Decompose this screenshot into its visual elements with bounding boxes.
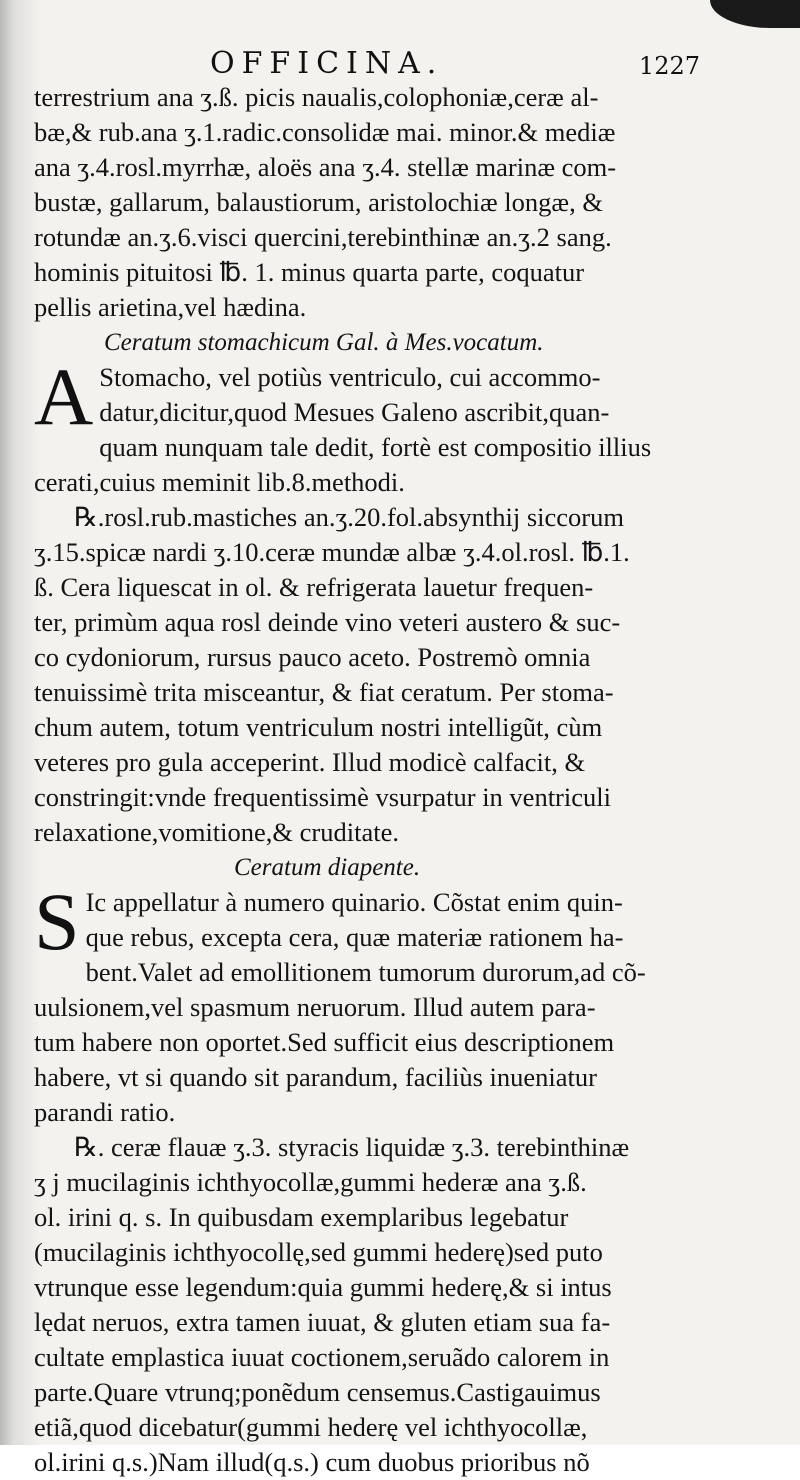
section-heading-ceratum-diapente: Ceratum diapente. — [234, 854, 421, 881]
text-line: bent.Valet ad emollitionem tumorum durorum,ad cõ- — [85, 957, 646, 987]
recipe-diapente — [34, 1130, 684, 1480]
text-line: bæ,& rub.ana ʒ.1.radic.consolidæ mai. minor.& mediæ — [34, 117, 616, 147]
text-line: terrestrium ana ʒ.ß. picis naualis,colophoniæ,ceræ al- — [34, 82, 599, 112]
text-line: veteres pro gula acceperint. Illud modicè calfacit, & — [34, 747, 586, 777]
text-line: que rebus, excepta cera, quæ materiæ rationem ha- — [85, 922, 624, 952]
text-line: (mucilaginis ichthyocollę,sed gummi hederę)sed puto — [34, 1237, 603, 1267]
text-line: ter, primùm aqua rosl deinde vino veteri austero & suc- — [34, 607, 621, 637]
text-line: lędat neruos, extra tamen iuuat, & gluten etiam sua fa- — [34, 1307, 611, 1337]
text-line: bustæ, gallarum, balaustiorum, aristolochiæ longæ, & — [34, 187, 603, 217]
text-line: rotundæ an.ʒ.6.visci quercini,terebinthinæ an.ʒ.2 sang. — [34, 222, 612, 252]
text-line: datur,dicitur,quod Mesues Galeno ascribit,quan- — [99, 397, 610, 427]
text-line: etiã,quod dicebatur(gummi hederę vel ichthyocollæ, — [34, 1412, 588, 1442]
text-line: parte.Quare vtrunq;ponẽdum censemus.Castigauimus — [34, 1377, 601, 1407]
text-line: Ic appellatur à numero quinario. Cõstat enim quin- — [85, 887, 623, 917]
text-line: vtrunque esse legendum:quia gummi hederę,& si intus — [34, 1272, 612, 1302]
text-line: cultate emplastica iuuat coctionem,seruãdo calorem in — [34, 1342, 610, 1372]
text-line: relaxatione,vomitione,& cruditate. — [34, 817, 399, 847]
text-line: Stomacho, vel potiùs ventriculo, cui accommo- — [99, 362, 601, 392]
text-line: ℞.rosl.rub.mastiches an.ʒ.20.fol.absynthij siccorum — [74, 502, 624, 532]
text-line: chum autem, totum ventriculum nostri intelligũt, cùm — [34, 712, 603, 742]
text-line: ß. Cera liquescat in ol. & refrigerata lauetur frequen- — [34, 572, 594, 602]
text-line: tenuissimè trita misceantur, & fiat ceratum. Per stoma- — [34, 677, 614, 707]
text-line: ol. irini q. s. In quibusdam exemplaribus legebatur — [34, 1202, 569, 1232]
text-line: habere, vt si quando sit parandum, faciliùs inueniatur — [34, 1062, 597, 1092]
text-line: ol.irini q.s.)Nam illud(q.s.) cum duobus prioribus nõ — [34, 1447, 590, 1477]
text-block — [34, 80, 684, 1480]
text-line: uulsionem,vel spasmum neruorum. Illud autem para- — [34, 992, 596, 1022]
corner-ink-blot — [710, 0, 800, 28]
drop-cap-initial: A — [34, 351, 94, 442]
text-line: pellis arietina,vel hædina. — [34, 292, 307, 322]
drop-cap-initial: S — [34, 876, 80, 967]
text-line: ʒ.15.spicæ nardi ʒ.10.ceræ mundæ albæ ʒ.4.ol.rosl. ℔.1. — [34, 537, 630, 567]
paragraph-stomachicum — [34, 351, 684, 500]
section-heading-ceratum-stomachicum: Ceratum stomachicum Gal. à Mes.vocatum. — [104, 329, 544, 356]
text-line: ana ʒ.4.rosl.myrrhæ, aloës ana ʒ.4. stellæ marinæ com- — [34, 152, 617, 182]
running-title: OFFICINA. — [210, 46, 444, 81]
text-line: parandi ratio. — [34, 1097, 176, 1127]
paragraph-diapente — [34, 876, 684, 1130]
text-line: hominis pituitosi ℔. 1. minus quarta parte, coquatur — [34, 257, 585, 287]
text-line: tum habere non oportet.Sed sufficit eius descriptionem — [34, 1027, 615, 1057]
text-line: ℞. ceræ flauæ ʒ.3. styracis liquidæ ʒ.3. terebinthinæ — [74, 1132, 630, 1162]
recipe-stomachicum — [34, 500, 684, 850]
text-line: cerati,cuius meminit lib.8.methodi. — [34, 467, 405, 497]
text-line: quam nunquam tale dedit, fortè est compositio illius — [99, 432, 652, 462]
page-number: 1227 — [638, 52, 700, 80]
continuation-paragraph — [34, 80, 684, 325]
text-line: ʒ j mucilaginis ichthyocollæ,gummi hederæ ana ʒ.ß. — [34, 1167, 587, 1197]
text-line: constringit:vnde frequentissimè vsurpatur in ventriculi — [34, 782, 611, 812]
text-line: co cydoniorum, rursus pauco aceto. Postremò omnia — [34, 642, 591, 672]
